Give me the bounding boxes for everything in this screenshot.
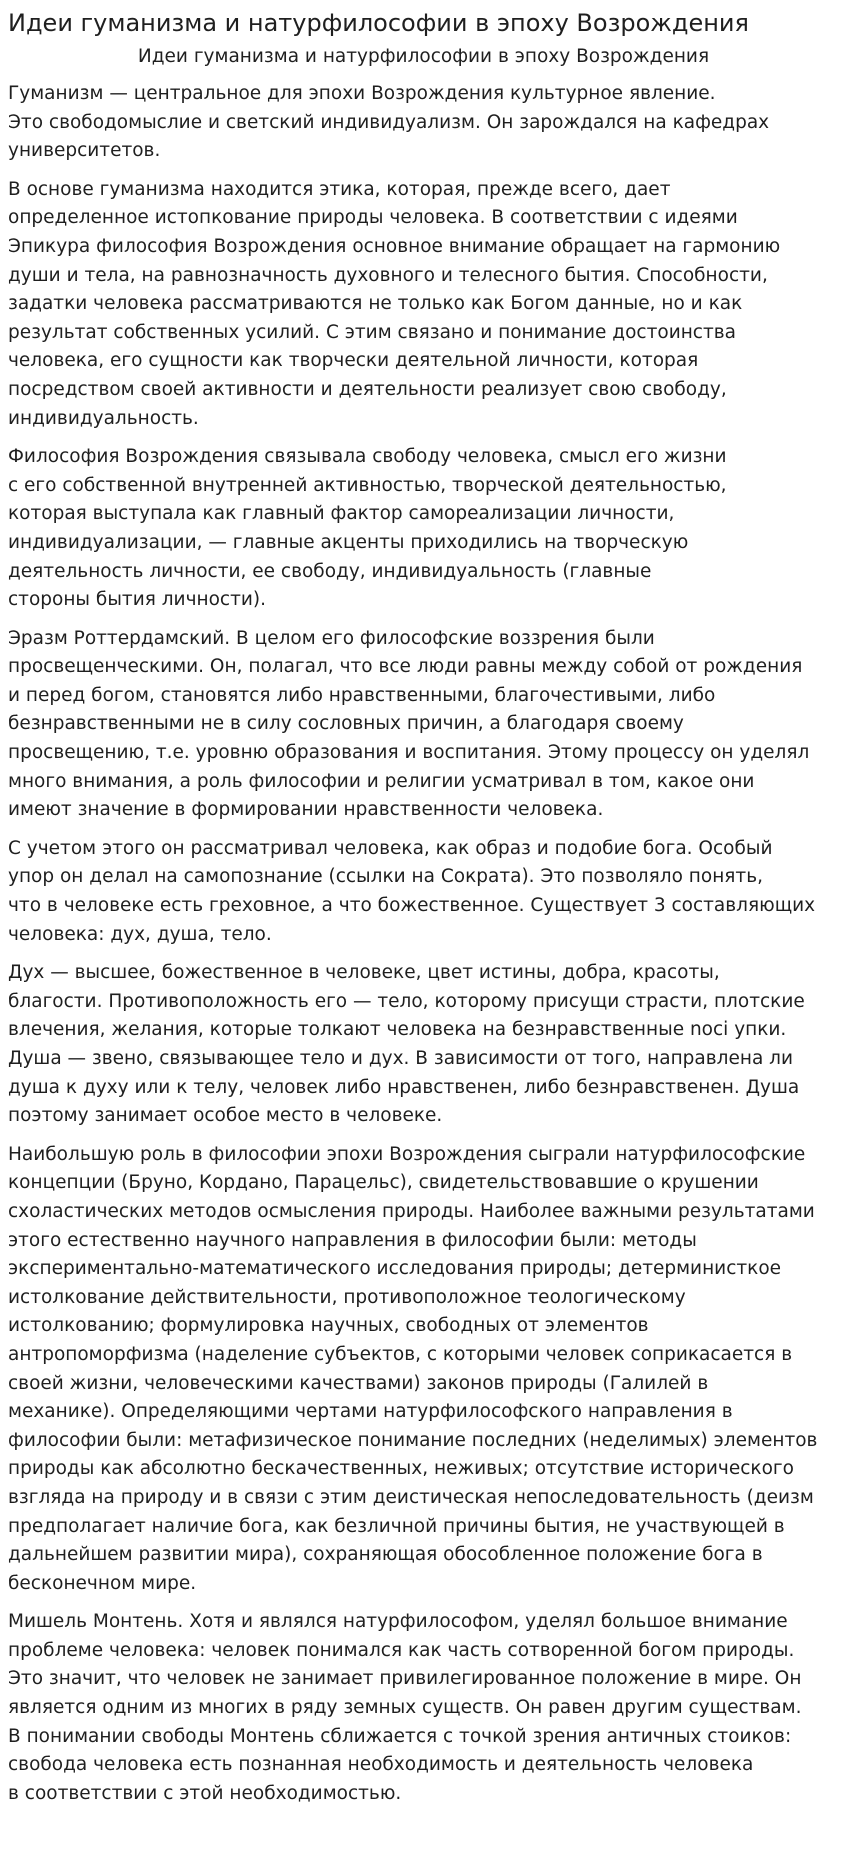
paragraph-erasmus: Эразм Роттердамский. В целом его философские воззрения были просвещенческими. Он, полагал, что все люди равны между собой от рождения и перед богом, становятся либо нравственными, благочестивыми, либо безнравственными не в силу сословных причин, а благодаря своему просвещению, т.е. уровню образования и воспитания. Этому процессу он уделял много внимания, а роль философии и религии усматривал в том, какое они имеют значение в формировании нравственности человека. (8, 627, 810, 821)
document-title: Идеи гуманизма и натурфилософии в эпоху Возрождения (8, 9, 749, 37)
paragraph-freedom: Философия Возрождения связывала свободу человека, смысл его жизни с его собственной внутренней активностью, творческой деятельностью, которая выступала как главный фактор самореализации личности, индивидуализации, — главные акценты приходились на творческую деятельность личности, ее свободу, индивидуальность (главные стороны бытия личности). (8, 446, 727, 611)
document-body (8, 80, 839, 1808)
paragraph-natural-philosophy: Наибольшую роль в философии эпохи Возрождения сыграли натурфилософские концепции (Бруно, Кордано, Парацельс), свидетельствовавшие о крушении схоластических методов осмысления природы. Наиболее важными результатами этого естественно научного направления в философии были: методы экспериментально-математического исследования природы; детерминисткое истолкование действительности, противоположное теологическому истолкованию; формулировка научных, свободных от элементов антропоморфизма (наделение субъектов, с которыми человек соприкасается в своей жизни, человеческими качествами) законов природы (Галилей в механике). Определяющими чертами натурфилософского направления в философии были: метафизическое понимание последних (неделимых) элементов природы как абсолютно бескачественных, неживых; отсутствие исторического взгляда на природу и в связи с этим деистическая непоследовательность (деизм предполагает наличие бога, как безличной причины бытия, не участвующей в дальнейшем развитии мира), сохраняющая обособленное положение бога в бесконечном мире. (8, 1143, 818, 1594)
document-subtitle: Идеи гуманизма и натурфилософии в эпоху Возрождения (137, 46, 710, 67)
paragraph-montaigne: Мишель Монтень. Хотя и являлся натурфилософом, уделял большое внимание проблеме человека: человек понимался как часть сотворенной богом природы. Это значит, что человек не занимает привилегированное положение в мире. Он является одним из многих в ряду земных существ. Он равен другим существам. В понимании свободы Монтень сближается с точкой зрения античных стоиков: свобода человека есть познанная необходимость и деятельность человека в соответствии с этой необходимостью. (8, 1611, 802, 1804)
paragraph-humanism-ethics: В основе гуманизма находится этика, которая, прежде всего, дает определенное истопкование природы человека. В соответствии с идеями Эпикура философия Возрождения основное внимание обращает на гармонию души и тела, на равнозначность духовного и телесного бытия. Способности, задатки человека рассматриваются не только как Богом данные, но и как результат собственных усилий. С этим связано и понимание достоинства человека, его сущности как творчески деятельной личности, которая посредством своей активности и деятельности реализует свою свободу, индивидуальность. (8, 178, 781, 429)
paragraph-image-of-god: С учетом этого он рассматривал человека, как образ и подобие бога. Особый упор он делал на самопознание (ссылки на Сократа). Это позволяло понять, что в человеке есть греховное, а что божественное. Существует 3 составляющих человека: дух, душа, тело. (8, 837, 816, 945)
paragraph-humanism-intro: Гуманизм — центральное для эпохи Возрождения культурное явление. Это свободомыслие и светский индивидуализм. Он зарождался на кафедрах университетов. (8, 83, 770, 162)
paragraph-spirit-soul-body: Дух — высшее, божественное в человеке, цвет истины, добра, красоты, благости. Противоположность его — тело, которому присущи страсти, плотские влечения, желания, которые толкают человека на безнравственные noci упки. Душа — звено, связывающее тело и дух. В зависимости от того, направлена ли душа к духу или к телу, человек либо нравственен, либо безнравственен. Душа поэтому занимает особое место в человеке. (8, 962, 805, 1127)
